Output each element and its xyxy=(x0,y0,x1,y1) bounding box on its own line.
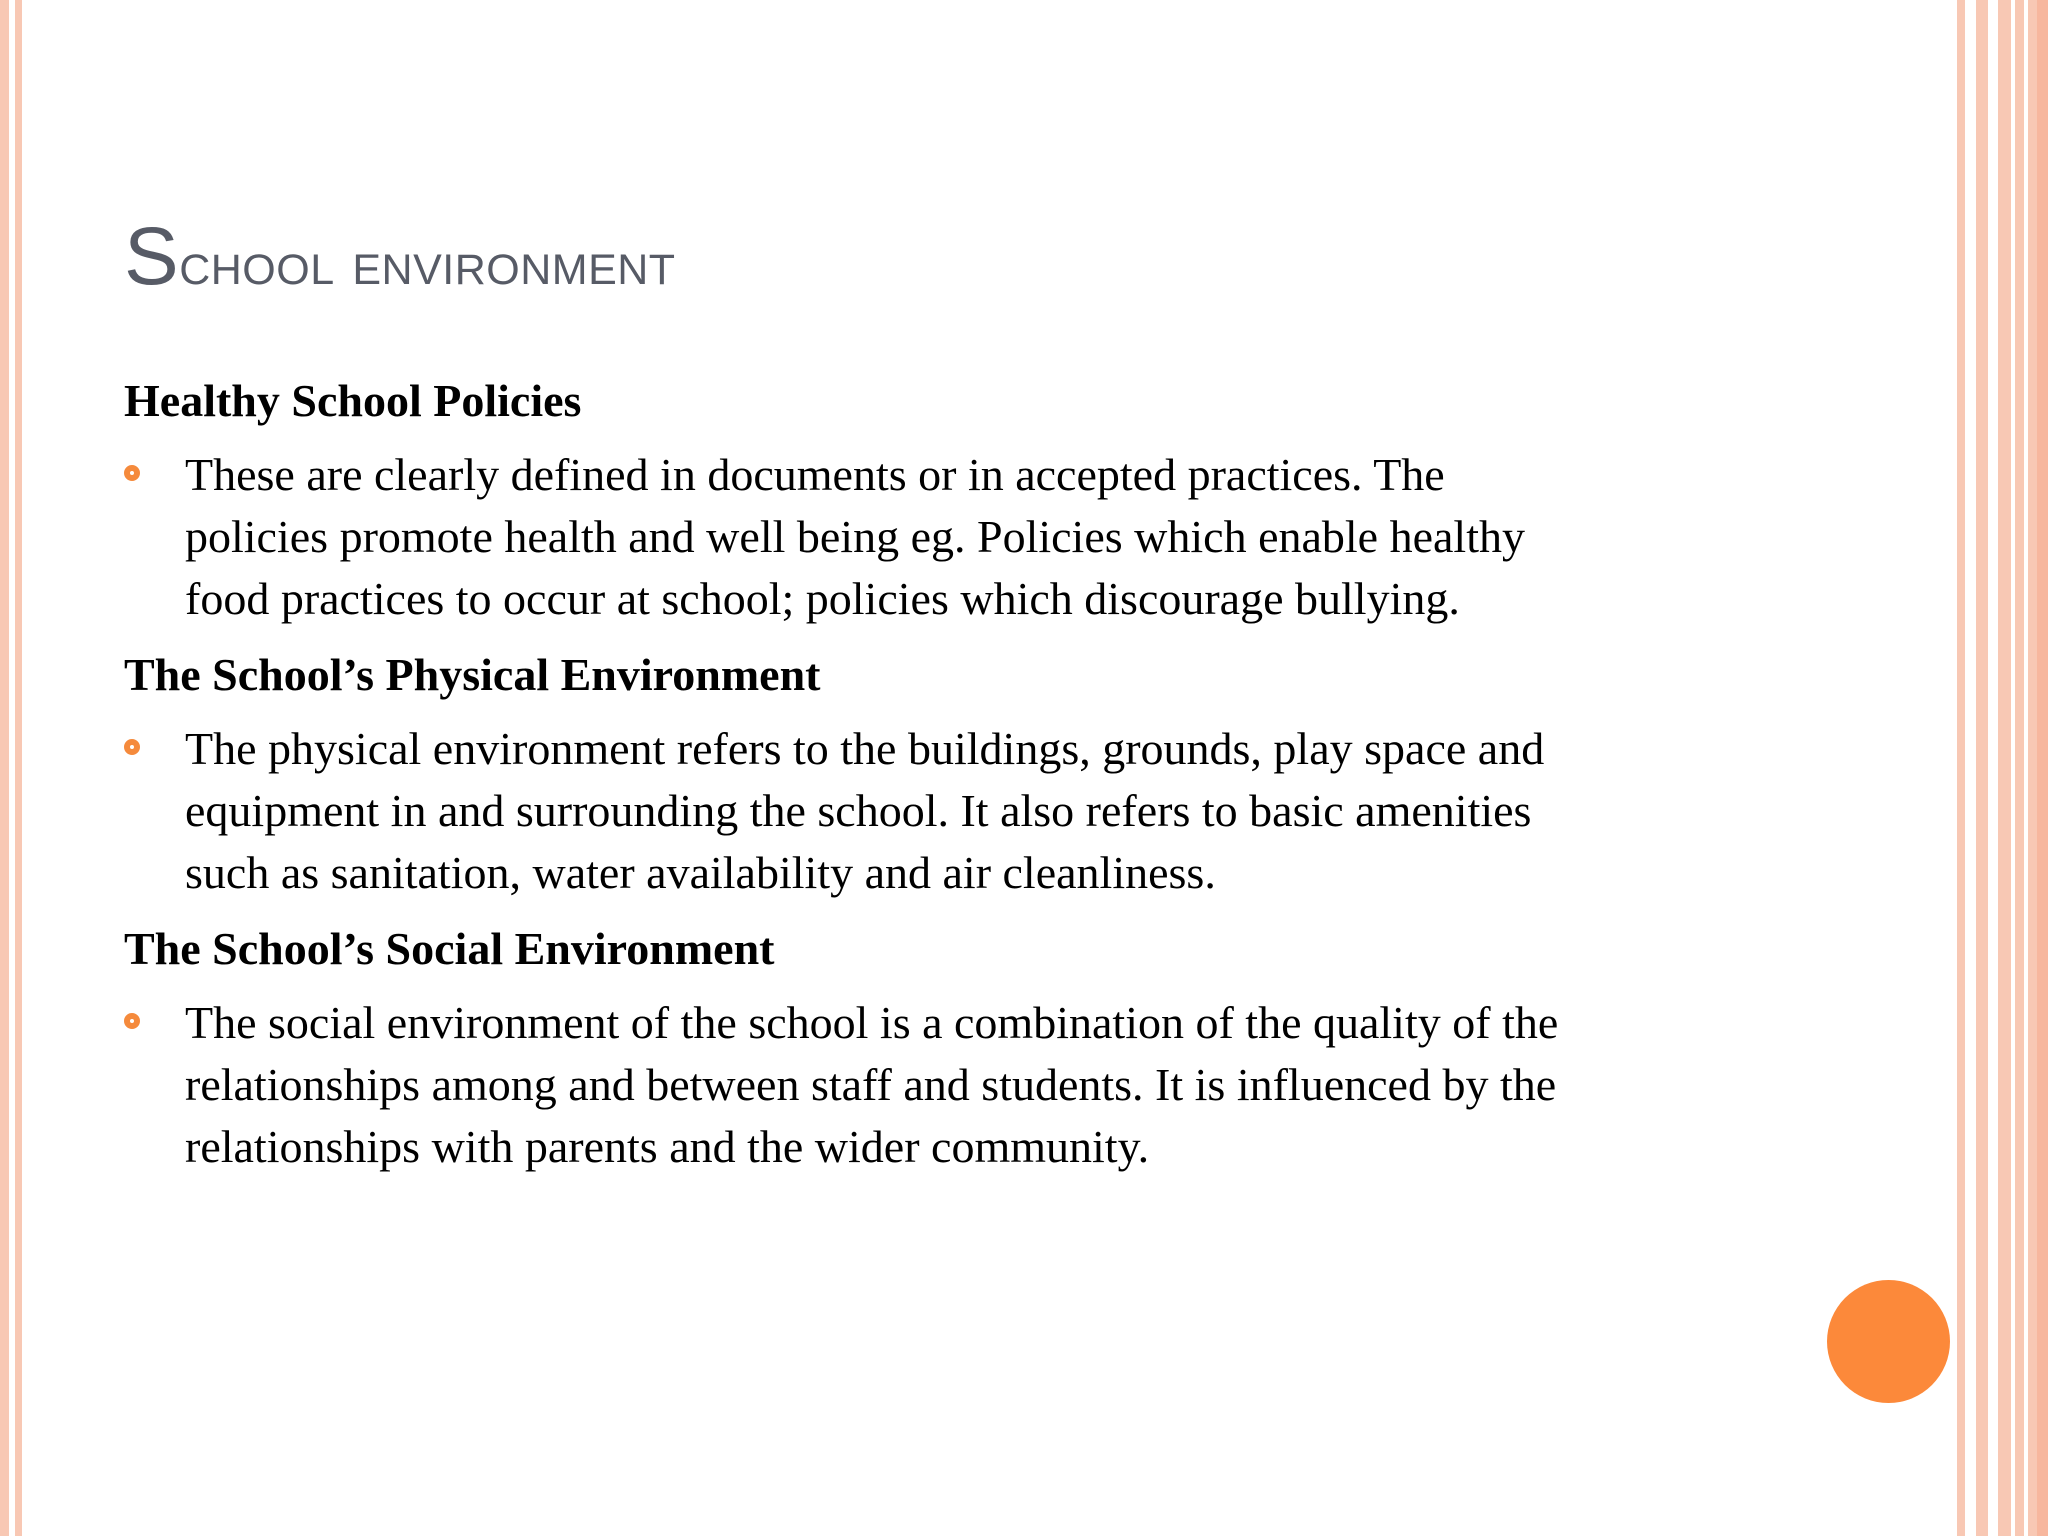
bullet-item-social xyxy=(124,992,1764,1178)
orange-circle-decoration xyxy=(1827,1280,1950,1403)
bullet-item-physical xyxy=(124,718,1764,904)
bullet-line: relationships with parents and the wider community. xyxy=(185,1121,1150,1172)
bullet-line: The social environment of the school is a combination of the quality of the xyxy=(185,997,1559,1048)
right-border-stripe xyxy=(1976,0,1988,1536)
right-border-gap xyxy=(2024,0,2028,1536)
ring-bullet-icon xyxy=(124,1013,140,1029)
bullet-line: policies promote health and well being eg. Policies which enable healthy xyxy=(185,511,1525,562)
section-heading-physical: The School’s Physical Environment xyxy=(124,649,821,700)
bullet-line: These are clearly defined in documents or in accepted practices. The xyxy=(185,449,1445,500)
bullet-line: relationships among and between staff and students. It is influenced by the xyxy=(185,1059,1557,1110)
bullet-line: The physical environment refers to the buildings, grounds, play space and xyxy=(185,723,1545,774)
left-border-stripe xyxy=(15,0,22,1536)
bullet-item-policies xyxy=(124,444,1764,630)
right-border-gap xyxy=(2011,0,2015,1536)
bullet-line: such as sanitation, water availability and air cleanliness. xyxy=(185,847,1216,898)
bullet-line: equipment in and surrounding the school. It also refers to basic amenities xyxy=(185,785,1532,836)
section-heading-policies: Healthy School Policies xyxy=(124,375,582,426)
slide-title xyxy=(124,210,676,304)
bullet-line: food practices to occur at school; policies which discourage bullying. xyxy=(185,573,1460,624)
slide-body xyxy=(124,370,1764,1192)
section-heading-social: The School’s Social Environment xyxy=(124,923,775,974)
right-border-stripe xyxy=(2037,0,2048,1536)
right-border-stripe xyxy=(1957,0,1965,1536)
left-border-stripe xyxy=(0,0,9,1536)
title-initial: S xyxy=(124,211,180,302)
title-rest: chool environment xyxy=(179,229,676,298)
ring-bullet-icon xyxy=(124,739,140,755)
ring-bullet-icon xyxy=(124,465,140,481)
